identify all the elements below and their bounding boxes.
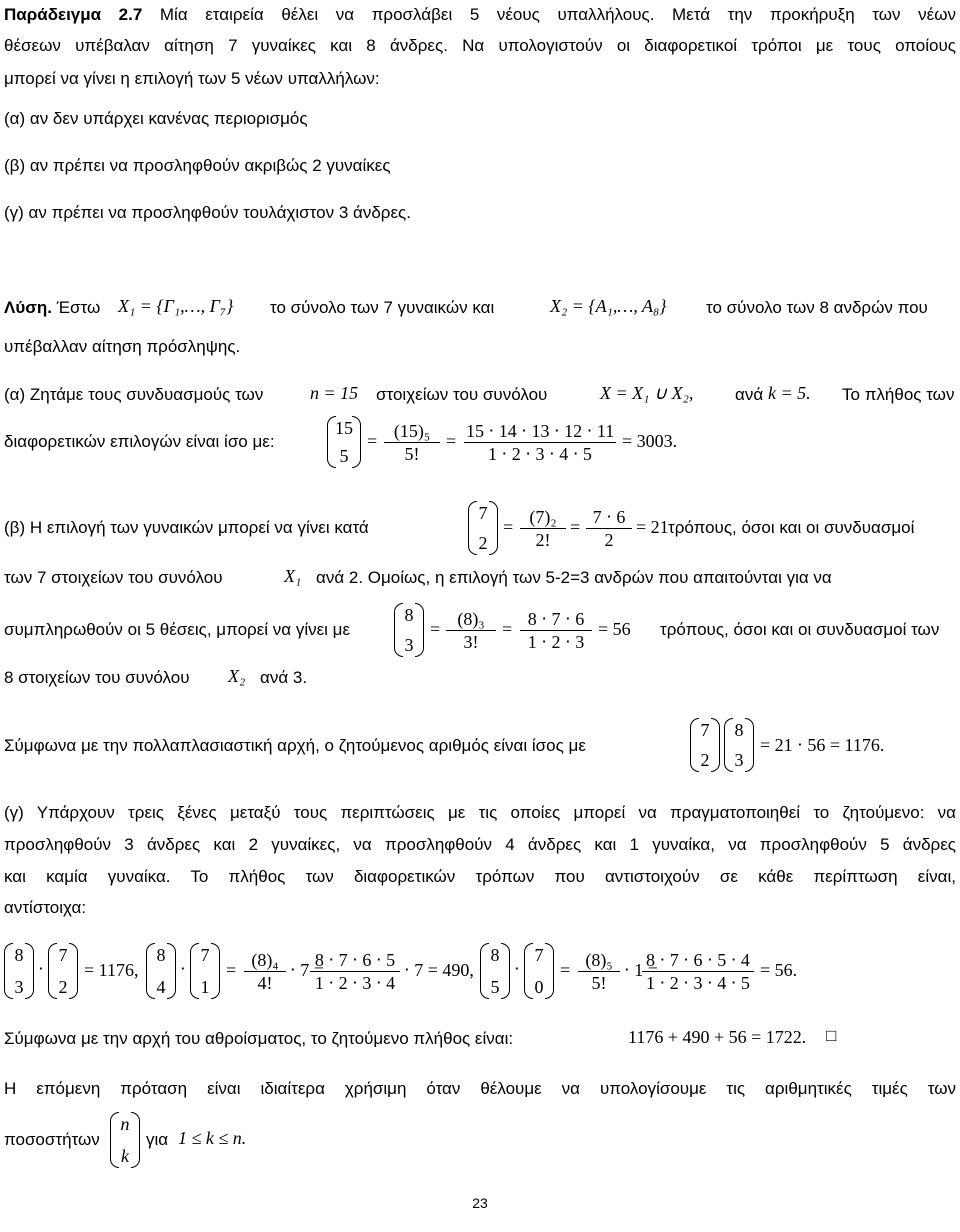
- solution-intro-start: [4, 298, 100, 318]
- equals-sign: =: [367, 431, 378, 451]
- c-line-4: αντίστοιχα:: [4, 898, 87, 917]
- c-binomial-8-5: 8 5: [480, 943, 510, 999]
- note-line-1: Η επόμενη πρόταση είναι ιδιαίτερα χρήσιμη όταν θέλουμε να υπολογίσουμε τις αριθμητικές τιμές των: [4, 1079, 956, 1098]
- c-binomial-8-4: 8 4: [146, 943, 176, 999]
- b2-frac1-den: 3!: [463, 632, 479, 652]
- b-final: = 21 ⋅ 56 = 1176.: [760, 735, 885, 755]
- equals-sign: =: [502, 619, 513, 639]
- c-line-2: προσληφθούν 3 άνδρες και 2 γυναίκες, να προσληφθούν 4 άνδρες και 1 γυναίκα, να προσληφθούν 5 άνδρες: [4, 835, 956, 854]
- a-line-1: (α) Ζητάμε τους συνδυασμούς των: [4, 385, 264, 404]
- c-fraction-3: [578, 949, 620, 994]
- a-binom-top: 15: [335, 418, 353, 438]
- c-fraction-1: [244, 949, 286, 994]
- example-statement-3: μπορεί να γίνει η επιλογή των 5 νέων υπαλλήλων:: [4, 69, 380, 88]
- b-line-5: συμπληρωθούν οι 5 θέσεις, μπορεί να γίνει με: [4, 620, 351, 639]
- c-frac4-den: 1 ⋅ 2 ⋅ 3 ⋅ 4 ⋅ 5: [646, 973, 750, 993]
- b-frac2-num: 7 ⋅ 6: [586, 506, 632, 529]
- equals-sign: =: [560, 960, 571, 980]
- b-line-8: ανά 3.: [260, 668, 308, 687]
- c-line-1: (γ) Υπάρχουν τρεις ξένες μεταξύ τους περιπτώσεις με τις οποίες μπορεί να πραγματοποιηθεί το ζητούμενο: να: [4, 803, 956, 822]
- solution-label: Λύση.: [4, 298, 52, 317]
- b2-fraction-2: [520, 608, 592, 653]
- b-fraction-1: [520, 506, 566, 551]
- c-frac2-den: 1 ⋅ 2 ⋅ 3 ⋅ 4: [314, 973, 396, 993]
- note-range: 1 ≤ k ≤ n.: [178, 1128, 247, 1148]
- dot-operator: ⋅: [38, 959, 44, 979]
- final-binomial-7-2: 7 2: [690, 718, 720, 772]
- c-binomial-8-3: 8 3: [4, 943, 34, 999]
- c-frac2-num: 8 ⋅ 7 ⋅ 6 ⋅ 5: [310, 949, 400, 972]
- b2-binom-bottom: 3: [404, 635, 414, 655]
- a-binom-bottom: 5: [339, 446, 349, 466]
- b-line-2: τρόπους, όσοι και οι συνδυασμοί: [668, 518, 915, 537]
- c-frac4-num: 8 ⋅ 7 ⋅ 6 ⋅ 5 ⋅ 4: [642, 949, 754, 972]
- example-statement-1: Μία εταιρεία θέλει να προσλάβει 5 νέους υπαλλήλους. Μετά την προκήρυξη των νέων: [159, 5, 956, 24]
- a-binomial: [327, 416, 361, 468]
- b-line-9: Σύμφωνα με την πολλαπλασιαστική αρχή, ο ζητούμενος αριθμός είναι ίσος με: [4, 736, 586, 755]
- page-number: 23: [472, 1195, 488, 1211]
- a-line-3: ανά: [735, 385, 764, 404]
- solution-intro-1: Έστω: [56, 298, 101, 317]
- dot-operator: ⋅: [180, 959, 186, 979]
- case-a: (α) αν δεν υπάρχει κανένας περιορισμός: [4, 109, 308, 128]
- example-statement-2: θέσεων υπέβαλαν αίτηση 7 γυναίκες και 8 άνδρες. Να υπολογιστούν οι διαφορετικοί τρόποι με τους οποίους: [4, 36, 956, 55]
- dot-operator: ⋅: [514, 959, 520, 979]
- a-frac1-num: (15)₅: [384, 420, 440, 443]
- note-binomial: [110, 1112, 140, 1168]
- a-frac1-den: 5!: [404, 444, 420, 464]
- c-mid2: ⋅ 1 =: [624, 960, 658, 980]
- c-eq1: = 1176,: [84, 960, 139, 980]
- c-binomial-7-0: 7 0: [524, 943, 554, 999]
- a-fraction-1: [384, 420, 440, 465]
- b-set-x1: X₁: [284, 566, 302, 586]
- example-title: Παράδειγμα 2.7: [4, 5, 143, 24]
- note-for-label: για: [146, 1130, 169, 1149]
- equals-sign: =: [570, 517, 581, 537]
- b-line-6: τρόπους, όσοι και οι συνδυασμοί των: [660, 620, 940, 639]
- solution-intro-2: το σύνολο των 7 γυναικών και: [270, 298, 495, 317]
- b-binom-top: 7: [478, 503, 488, 523]
- b2-fraction-1: [446, 608, 496, 653]
- c-eq3: = 56.: [760, 960, 798, 980]
- x1-definition: X₁ = {Γ₁,…, Γ₇}: [118, 296, 234, 316]
- equals-sign: =: [430, 619, 441, 639]
- a-line-4: Το πλήθος των: [842, 385, 955, 404]
- b-line-4: ανά 2. Ομοίως, η επιλογή των 5-2=3 ανδρών που απαιτούνται για να: [316, 568, 832, 587]
- c-frac1-den: 4!: [257, 973, 273, 993]
- b-line-1: (β) Η επιλογή των γυναικών μπορεί να γίνει κατά: [4, 518, 369, 537]
- c-frac3-num: (8)₅: [578, 949, 620, 972]
- b-line-7: 8 στοιχείων του συνόλου: [4, 668, 190, 687]
- c-binomial-7-2: 7 2: [48, 943, 78, 999]
- equals-sign: =: [503, 517, 514, 537]
- end-of-proof-mark: □: [826, 1026, 837, 1045]
- c-line-5: Σύμφωνα με την αρχή του αθροίσματος, το ζητούμενο πλήθος είναι:: [4, 1029, 514, 1048]
- b2-frac2-num: 8 ⋅ 7 ⋅ 6: [520, 608, 592, 631]
- c-eq2: ⋅ 7 = 490,: [404, 960, 474, 980]
- b2-binomial: [394, 603, 424, 657]
- a-frac2-num: 15 ⋅ 14 ⋅ 13 ⋅ 12 ⋅ 11: [466, 421, 615, 441]
- b-fraction-2: [586, 506, 632, 551]
- b2-binom-top: 8: [404, 605, 414, 625]
- c-frac3-den: 5!: [591, 973, 607, 993]
- a-line-5: διαφορετικών επιλογών είναι ίσο με:: [4, 432, 275, 451]
- b-binomial: [468, 501, 498, 555]
- b-frac1-den: 2!: [535, 530, 551, 550]
- c-line-3: και καμία γυναίκα. Το πλήθος των διαφορετικών τρόπων που αντιστοιχούν σε κάθε περίπτωση είναι,: [4, 867, 956, 886]
- b-line-3: των 7 στοιχείων του συνόλου: [4, 568, 223, 587]
- solution-intro-4: υπέβαλλαν αίτηση πρόσληψης.: [4, 337, 241, 356]
- x2-definition: X₂ = {A₁,…, A₈}: [550, 296, 667, 316]
- b-frac2-den: 2: [604, 530, 614, 550]
- b-binom-bottom: 2: [478, 533, 488, 553]
- a-n-value: n = 15: [310, 383, 359, 403]
- a-set: X = X₁ ∪ X₂,: [600, 383, 694, 403]
- note-line-2: ποσοστήτων: [4, 1130, 100, 1149]
- note-binom-bottom: k: [121, 1146, 129, 1166]
- solution-intro-3: το σύνολο των 8 ανδρών που: [706, 298, 928, 317]
- c-frac1-num: (8)₄: [244, 949, 286, 972]
- example-line-1: [4, 4, 956, 26]
- b-set-x2: X₂: [228, 666, 246, 686]
- case-b: (β) αν πρέπει να προσληφθούν ακριβώς 2 γυναίκες: [4, 156, 391, 175]
- case-c: (γ) αν πρέπει να προσληφθούν τουλάχιστον 3 άνδρες.: [4, 203, 411, 222]
- a-line-2: στοιχείων του συνόλου: [376, 385, 548, 404]
- c-fraction-2: [310, 949, 400, 994]
- b2-frac2-den: 1 ⋅ 2 ⋅ 3: [527, 632, 585, 652]
- c-sum: 1176 + 490 + 56 = 1722.: [628, 1027, 807, 1047]
- equals-sign: =: [226, 960, 237, 980]
- b2-result: = 56: [598, 619, 631, 639]
- note-binom-top: n: [120, 1114, 130, 1134]
- a-fraction-2: [464, 420, 616, 465]
- b2-frac1-num: (8)₃: [446, 608, 496, 631]
- a-k-value: k = 5.: [768, 383, 811, 403]
- final-binomial-8-3: 8 3: [724, 718, 754, 772]
- a-frac2-den: 1 ⋅ 2 ⋅ 3 ⋅ 4 ⋅ 5: [488, 444, 592, 464]
- c-binomial-7-1: 7 1: [190, 943, 220, 999]
- a-result: = 3003.: [622, 431, 678, 451]
- c-mid1: ⋅ 7 =: [290, 960, 324, 980]
- equals-sign: =: [446, 431, 457, 451]
- b-result: = 21: [636, 517, 669, 537]
- c-fraction-4: [642, 949, 754, 994]
- b-frac1-num: (7)₂: [520, 506, 566, 529]
